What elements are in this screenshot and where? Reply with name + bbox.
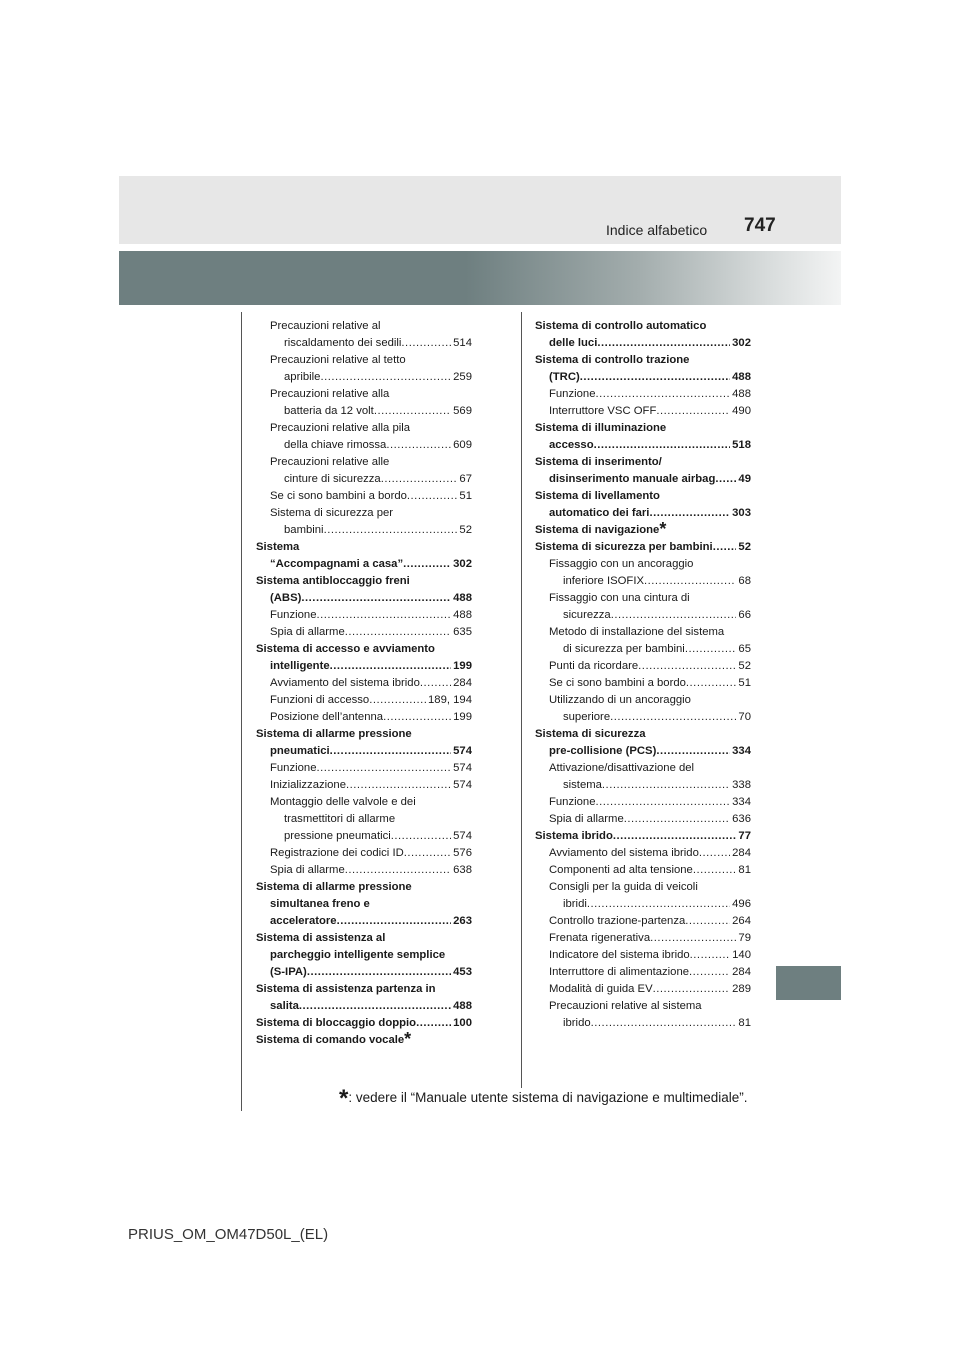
index-entry <box>256 454 472 471</box>
index-entry <box>256 760 472 777</box>
entry-text: superiore <box>563 711 611 723</box>
page-number: 747 <box>744 215 776 236</box>
entry-text: Sistema <box>256 541 300 553</box>
entry-page-number: 79 <box>738 932 751 944</box>
entry-text: Sistema di comando vocale <box>256 1034 405 1046</box>
index-entry <box>256 675 472 692</box>
entry-page-number: 636 <box>732 813 751 825</box>
index-entry <box>535 505 751 522</box>
entry-text: accesso <box>549 439 594 451</box>
entry-text: Fissaggio con un ancoraggio <box>549 558 694 570</box>
index-entry <box>256 420 472 437</box>
entry-text: Componenti ad alta tensione <box>549 864 693 876</box>
entry-page-number: 77 <box>738 830 751 842</box>
entry-page-number: 453 <box>453 966 472 978</box>
index-entry <box>535 794 751 811</box>
index-entry <box>535 590 751 607</box>
entry-text: intelligente <box>270 660 330 672</box>
footnote-text: : vedere il “Manuale utente sistema di navigazione e multimediale”. <box>348 1090 748 1105</box>
index-entry <box>535 947 751 964</box>
entry-text: cinture di sicurezza <box>284 473 381 485</box>
index-entry <box>535 964 751 981</box>
entry-page-number: 488 <box>732 388 751 400</box>
dot-leader <box>686 675 737 692</box>
entry-text: Avviamento del sistema ibrido <box>549 847 699 859</box>
entry-page-number: 514 <box>453 337 472 349</box>
entry-text: automatico dei fari <box>549 507 650 519</box>
index-entry <box>535 573 751 590</box>
entry-text: Precauzioni relative al tetto <box>270 354 406 366</box>
entry-text: Fissaggio con una cintura di <box>549 592 690 604</box>
entry-text: Interruttore di alimentazione <box>549 966 690 978</box>
index-entry <box>256 777 472 794</box>
index-entry <box>256 828 472 845</box>
entry-text: Indicatore del sistema ibrido <box>549 949 690 961</box>
index-entry <box>535 369 751 386</box>
entry-page-number: 635 <box>453 626 472 638</box>
entry-page-number: 51 <box>459 490 472 502</box>
index-entry <box>256 913 472 930</box>
index-entry <box>256 386 472 403</box>
index-entry <box>535 828 751 845</box>
entry-page-number: 284 <box>453 677 472 689</box>
dot-leader <box>644 573 736 590</box>
dot-leader <box>602 777 730 794</box>
section-title: Indice alfabetico <box>606 222 708 238</box>
entry-page-number: 199 <box>453 711 472 723</box>
dot-leader <box>401 335 451 352</box>
index-entry <box>535 862 751 879</box>
entry-text: sicurezza <box>563 609 611 621</box>
entry-page-number: 496 <box>732 898 751 910</box>
column-divider <box>521 312 522 1088</box>
entry-page-number: 68 <box>738 575 751 587</box>
entry-text: di sicurezza per bambini <box>563 643 685 655</box>
entry-text: Metodo di installazione del sistema <box>549 626 725 638</box>
index-entry <box>256 590 472 607</box>
index-entry <box>535 556 751 573</box>
header-band <box>119 176 841 244</box>
index-entry <box>256 522 472 539</box>
dot-leader <box>690 947 730 964</box>
entry-page-number: 576 <box>453 847 472 859</box>
entry-text: riscaldamento dei sedili <box>284 337 402 349</box>
dot-leader <box>403 556 451 573</box>
entry-text: Sistema di assistenza partenza in <box>256 983 436 995</box>
entry-page-number: 303 <box>732 507 751 519</box>
entry-text: Funzioni di accesso <box>270 694 370 706</box>
entry-page-number: 189, 194 <box>428 694 472 706</box>
dot-leader <box>369 692 426 709</box>
index-entry <box>535 454 751 471</box>
entry-text: sistema <box>563 779 602 791</box>
entry-page-number: 284 <box>732 847 751 859</box>
index-entry <box>256 1029 472 1049</box>
dot-leader <box>316 607 451 624</box>
index-entry <box>256 845 472 862</box>
index-entry <box>535 675 751 692</box>
index-entry <box>535 981 751 998</box>
index-entry <box>535 624 751 641</box>
entry-text: parcheggio intelligente semplice <box>270 949 446 961</box>
entry-text: (TRC) <box>549 371 580 383</box>
entry-text: Sistema di accesso e avviamento <box>256 643 435 655</box>
index-entry <box>535 879 751 896</box>
entry-text: Se ci sono bambini a bordo <box>549 677 686 689</box>
index-entry <box>535 437 751 454</box>
dot-leader <box>307 964 451 981</box>
entry-page-number: 52 <box>459 524 472 536</box>
entry-page-number: 49 <box>738 473 751 485</box>
index-entry <box>256 641 472 658</box>
index-entry <box>535 318 751 335</box>
entry-page-number: 518 <box>732 439 751 451</box>
index-entry <box>535 845 751 862</box>
index-entry <box>256 624 472 641</box>
entry-page-number: 52 <box>738 660 751 672</box>
index-entry <box>535 743 751 760</box>
entry-page-number: 334 <box>732 745 751 757</box>
entry-text: Consigli per la guida di veicoli <box>549 881 698 893</box>
entry-page-number: 574 <box>453 830 472 842</box>
index-entry <box>535 335 751 352</box>
index-entry <box>535 658 751 675</box>
index-entry <box>256 352 472 369</box>
index-entry <box>535 539 751 556</box>
index-entry <box>256 709 472 726</box>
entry-text: Sistema di sicurezza <box>535 728 646 740</box>
entry-text: Precauzioni relative alla <box>270 388 390 400</box>
entry-text: pneumatici <box>270 745 330 757</box>
entry-page-number: 284 <box>732 966 751 978</box>
entry-text: bambini <box>284 524 324 536</box>
entry-page-number: 638 <box>453 864 472 876</box>
index-entry <box>535 641 751 658</box>
entry-text: Funzione <box>270 762 317 774</box>
entry-page-number: 140 <box>732 949 751 961</box>
index-entry <box>256 743 472 760</box>
index-entry <box>256 335 472 352</box>
index-entry <box>535 896 751 913</box>
entry-text: Frenata rigenerativa <box>549 932 651 944</box>
entry-text: acceleratore <box>270 915 337 927</box>
entry-text: Sistema di allarme pressione <box>256 728 412 740</box>
entry-page-number: 574 <box>453 779 472 791</box>
index-entry <box>535 692 751 709</box>
entry-page-number: 302 <box>453 558 472 570</box>
entry-text: Funzione <box>270 609 317 621</box>
entry-text: Modalità di guida EV <box>549 983 653 995</box>
index-entry <box>535 777 751 794</box>
entry-page-number: 65 <box>738 643 751 655</box>
entry-text: Funzione <box>549 388 596 400</box>
entry-text: Sistema ibrido <box>535 830 613 842</box>
index-entry <box>256 896 472 913</box>
footnote-asterisk: * <box>339 1085 349 1112</box>
entry-page-number: 67 <box>459 473 472 485</box>
entry-text: Sistema antibloccaggio freni <box>256 575 410 587</box>
entry-text: Sistema di illuminazione <box>535 422 667 434</box>
index-entry <box>535 519 751 539</box>
entry-page-number: 51 <box>738 677 751 689</box>
entry-text: Se ci sono bambini a bordo <box>270 490 407 502</box>
entry-text: simultanea freno e <box>270 898 370 910</box>
dot-leader <box>330 743 452 760</box>
entry-text: Sistema di sicurezza per <box>270 507 394 519</box>
entry-page-number: 100 <box>453 1017 472 1029</box>
dot-leader <box>374 403 451 420</box>
dot-leader <box>391 828 451 845</box>
entry-text: Precauzioni relative al <box>270 320 381 332</box>
entry-text: Interruttore VSC OFF <box>549 405 657 417</box>
dot-leader <box>624 811 730 828</box>
entry-page-number: 199 <box>453 660 472 672</box>
index-entry <box>256 811 472 828</box>
index-entry <box>256 505 472 522</box>
index-entry <box>535 352 751 369</box>
dot-leader <box>685 913 730 930</box>
dot-leader <box>416 1015 451 1032</box>
entry-page-number: 66 <box>738 609 751 621</box>
dot-leader <box>595 386 730 403</box>
index-entry <box>256 607 472 624</box>
dot-leader <box>383 709 451 726</box>
entry-page-number: 609 <box>453 439 472 451</box>
dot-leader <box>346 777 451 794</box>
index-entry <box>256 369 472 386</box>
entry-text: salita <box>270 1000 299 1012</box>
entry-page-number: 289 <box>732 983 751 995</box>
entry-page-number: 488 <box>453 1000 472 1012</box>
footnote-marker: * <box>659 519 667 539</box>
index-column-left <box>256 318 472 1049</box>
entry-page-number: 574 <box>453 762 472 774</box>
entry-text: Sistema di controllo trazione <box>535 354 690 366</box>
entry-text: Controllo trazione-partenza <box>549 915 686 927</box>
index-entry <box>535 607 751 624</box>
entry-text: Spia di allarme <box>270 864 345 876</box>
index-entry <box>256 539 472 556</box>
index-entry <box>535 760 751 777</box>
dot-leader <box>345 862 451 879</box>
index-entry <box>256 879 472 896</box>
entry-text: Precauzioni relative alle <box>270 456 390 468</box>
entry-text: disinserimento manuale airbag <box>549 473 716 485</box>
entry-text: inferiore ISOFIX <box>563 575 644 587</box>
dot-leader <box>407 488 458 505</box>
index-entry <box>256 981 472 998</box>
entry-text: Sistema di livellamento <box>535 490 660 502</box>
dot-leader <box>611 607 737 624</box>
entry-page-number: 334 <box>732 796 751 808</box>
index-entry <box>256 1015 472 1032</box>
entry-page-number: 488 <box>453 609 472 621</box>
dot-leader <box>656 743 730 760</box>
dot-leader <box>613 828 737 845</box>
entry-text: Sistema di inserimento/ <box>535 456 662 468</box>
entry-text: Sistema di controllo automatico <box>535 320 707 332</box>
entry-text: Registrazione dei codici ID <box>270 847 404 859</box>
dot-leader <box>320 369 451 386</box>
index-entry <box>256 556 472 573</box>
dot-leader <box>316 760 451 777</box>
entry-page-number: 81 <box>738 864 751 876</box>
dot-leader <box>324 522 458 539</box>
entry-page-number: 569 <box>453 405 472 417</box>
index-entry <box>535 1015 751 1032</box>
entry-page-number: 70 <box>738 711 751 723</box>
entry-text: Punti da ricordare <box>549 660 639 672</box>
entry-page-number: 488 <box>453 592 472 604</box>
entry-page-number: 488 <box>732 371 751 383</box>
entry-text: ibridi <box>563 898 587 910</box>
entry-text: Montaggio delle valvole e dei <box>270 796 416 808</box>
index-entry <box>256 658 472 675</box>
index-entry <box>256 794 472 811</box>
entry-text: Sistema di navigazione <box>535 524 660 536</box>
index-column-right <box>535 318 751 1032</box>
index-entry <box>535 811 751 828</box>
entry-text: Sistema di bloccaggio doppio <box>256 1017 417 1029</box>
entry-text: batteria da 12 volt <box>284 405 374 417</box>
index-entry <box>256 573 472 590</box>
entry-page-number: 302 <box>732 337 751 349</box>
entry-text: Attivazione/disattivazione del <box>549 762 695 774</box>
index-entry <box>535 488 751 505</box>
dot-leader <box>386 437 451 454</box>
dot-leader <box>597 335 730 352</box>
index-entry <box>256 998 472 1015</box>
entry-text: Precauzioni relative alla pila <box>270 422 411 434</box>
dot-leader <box>301 590 451 607</box>
dot-leader <box>420 675 451 692</box>
dot-leader <box>693 862 737 879</box>
dot-leader <box>591 1015 737 1032</box>
entry-page-number: 338 <box>732 779 751 791</box>
index-entry <box>535 930 751 947</box>
accent-band <box>119 251 841 305</box>
index-entry <box>256 488 472 505</box>
entry-text: della chiave rimossa <box>284 439 387 451</box>
entry-text: pre-collisione (PCS) <box>549 745 657 757</box>
entry-page-number: 52 <box>738 541 751 553</box>
index-entry <box>535 471 751 488</box>
entry-text: Spia di allarme <box>549 813 624 825</box>
entry-text: Sistema di sicurezza per bambini <box>535 541 713 553</box>
dot-leader <box>699 845 730 862</box>
index-entry <box>535 386 751 403</box>
entry-page-number: 81 <box>738 1017 751 1029</box>
entry-page-number: 264 <box>732 915 751 927</box>
index-entry <box>535 913 751 930</box>
entry-text: Precauzioni relative al sistema <box>549 1000 702 1012</box>
entry-text: delle luci <box>549 337 598 349</box>
footnote-marker: * <box>404 1029 412 1049</box>
index-entry <box>256 862 472 879</box>
entry-page-number: 259 <box>453 371 472 383</box>
entry-text: pressione pneumatici <box>284 830 391 842</box>
index-entry <box>256 947 472 964</box>
entry-text: Sistema di assistenza al <box>256 932 386 944</box>
index-entry <box>535 709 751 726</box>
dot-leader <box>689 964 730 981</box>
entry-text: “Accompagnami a casa” <box>270 558 404 570</box>
entry-text: Utilizzando di un ancoraggio <box>549 694 691 706</box>
dot-leader <box>381 471 458 488</box>
entry-text: Inizializzazione <box>270 779 346 791</box>
left-margin-rule <box>241 312 242 1111</box>
index-entry <box>256 471 472 488</box>
index-entry <box>535 726 751 743</box>
dot-leader <box>594 437 731 454</box>
entry-page-number: 490 <box>732 405 751 417</box>
index-entry <box>256 403 472 420</box>
dot-leader <box>345 624 451 641</box>
entry-text: (S-IPA) <box>270 966 307 978</box>
entry-text: trasmettitori di allarme <box>284 813 396 825</box>
dot-leader <box>715 471 736 488</box>
document-code: PRIUS_OM_OM47D50L_(EL) <box>128 1226 329 1243</box>
dot-leader <box>404 845 451 862</box>
entry-text: Spia di allarme <box>270 626 345 638</box>
dot-leader <box>337 913 452 930</box>
dot-leader <box>713 539 737 556</box>
dot-leader <box>685 641 737 658</box>
entry-text: ibrido <box>563 1017 591 1029</box>
dot-leader <box>330 658 452 675</box>
section-thumb-tab <box>776 966 841 1000</box>
entry-text: Posizione dell’antenna <box>270 711 384 723</box>
dot-leader <box>653 981 731 998</box>
index-entry <box>256 692 472 709</box>
index-entry <box>256 318 472 335</box>
entry-text: apribile <box>284 371 321 383</box>
entry-text: Sistema di allarme pressione <box>256 881 412 893</box>
dot-leader <box>610 709 736 726</box>
entry-text: Funzione <box>549 796 596 808</box>
index-entry <box>256 964 472 981</box>
entry-page-number: 263 <box>453 915 472 927</box>
footnote <box>339 1085 748 1112</box>
index-entry <box>256 437 472 454</box>
index-entry <box>256 726 472 743</box>
index-entry <box>535 420 751 437</box>
index-entry <box>535 403 751 420</box>
dot-leader <box>587 896 730 913</box>
entry-text: Avviamento del sistema ibrido <box>270 677 420 689</box>
index-entry <box>256 930 472 947</box>
dot-leader <box>580 369 730 386</box>
entry-page-number: 574 <box>453 745 472 757</box>
dot-leader <box>595 794 730 811</box>
dot-leader <box>650 930 736 947</box>
dot-leader <box>299 998 451 1015</box>
entry-text: (ABS) <box>270 592 302 604</box>
index-entry <box>535 998 751 1015</box>
dot-leader <box>656 403 730 420</box>
dot-leader <box>638 658 736 675</box>
